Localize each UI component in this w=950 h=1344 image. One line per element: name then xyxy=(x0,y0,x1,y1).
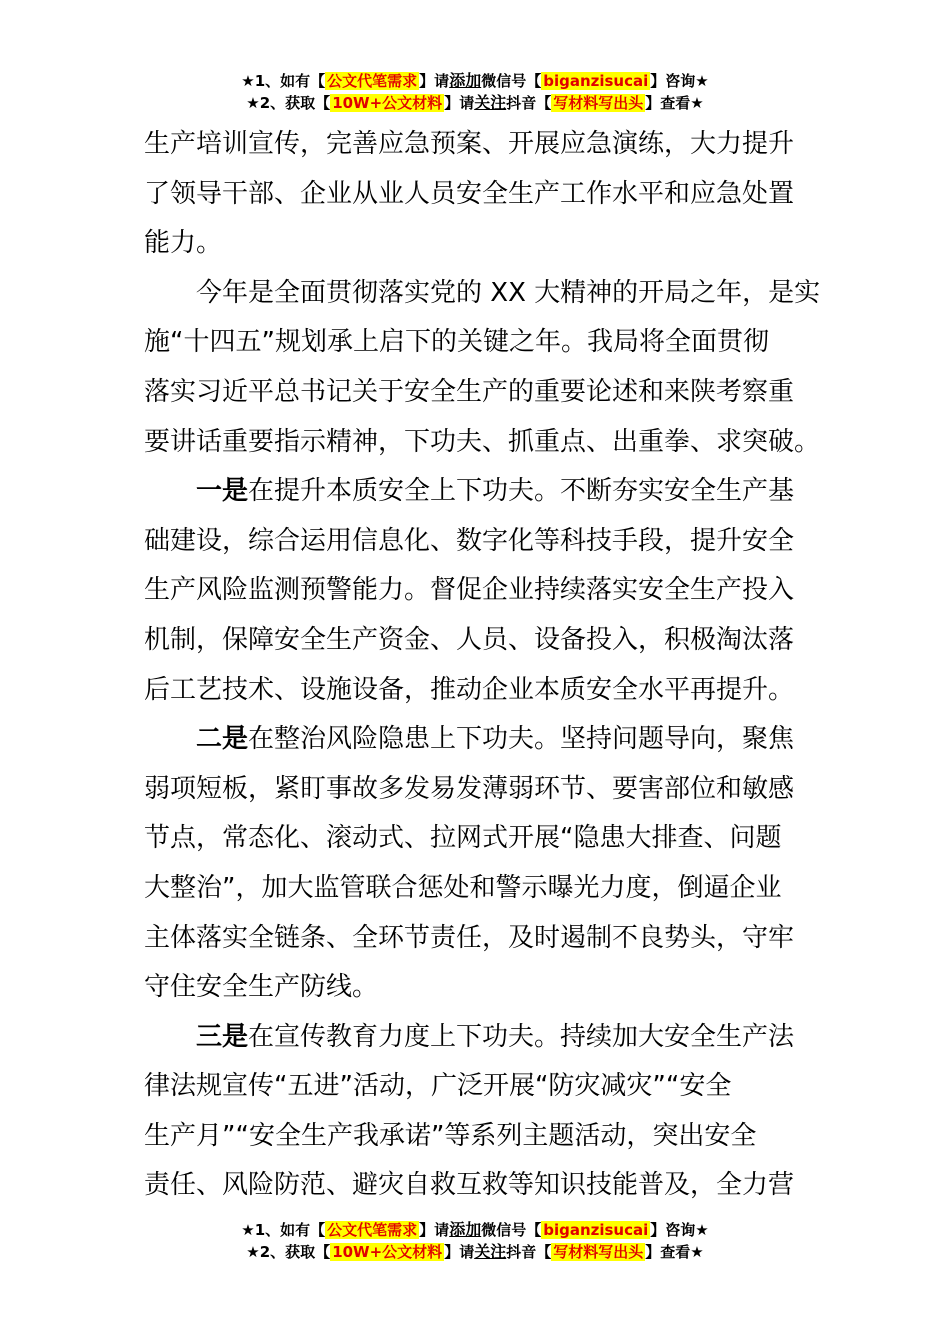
text-line xyxy=(144,467,808,517)
promo-banner-top xyxy=(0,70,950,114)
text-line: 生产培训宣传，完善应急预案、开展应急演练，大力提升 xyxy=(144,129,795,159)
promo-text: 微信号【 xyxy=(481,1221,542,1239)
text-line: 生产风险监测预警能力。督促企业持续落实安全生产投入 xyxy=(144,575,795,606)
promo-text: 】咨询★ xyxy=(650,72,709,90)
promo-emphasis: 添加 xyxy=(449,1220,482,1239)
promo-text: ★2、获取【 xyxy=(246,1243,331,1261)
promo-highlight: 写材料写出头 xyxy=(553,1243,644,1261)
text-line xyxy=(144,1013,808,1063)
text-line: 节点，常态化、滚动式、拉网式开展“隐患大排查、问题 xyxy=(144,823,782,854)
promo-text: 】请 xyxy=(444,94,475,112)
promo-text: 】查看★ xyxy=(645,94,704,112)
promo-text: 】请 xyxy=(444,1243,475,1261)
paragraph-lead: 一是 xyxy=(196,476,249,507)
promo-highlight: 写材料写出头 xyxy=(553,94,644,112)
text-run: 在整治风险隐患上下功夫。坚持问题导向，聚焦 xyxy=(248,724,795,755)
promo-line-1 xyxy=(0,1219,950,1241)
text-line: 大整治”，加大监管联合惩处和警示曝光力度，倒逼企业 xyxy=(144,872,782,903)
promo-banner-bottom xyxy=(0,1219,950,1263)
promo-text: 抖音【 xyxy=(506,1243,552,1261)
promo-highlight: 公文代笔需求 xyxy=(327,72,418,90)
text-line: 今年是全面贯彻落实党的 XX 大精神的开局之年，是实 xyxy=(196,277,821,308)
paragraph-3 xyxy=(144,467,808,715)
promo-text: 微信号【 xyxy=(481,72,542,90)
paragraph-1 xyxy=(144,120,808,269)
promo-highlight: biganzisucai xyxy=(543,72,649,90)
text-line: 机制，保障安全生产资金、人员、设备投入，积极淘汰落 xyxy=(144,624,795,655)
promo-text: ★1、如有【 xyxy=(241,72,326,90)
promo-text: 】请 xyxy=(419,72,450,90)
paragraph-4 xyxy=(144,715,808,1013)
promo-highlight: biganzisucai xyxy=(543,1221,649,1239)
text-line: 了领导干部、企业从业人员安全生产工作水平和应急处置 xyxy=(144,178,795,209)
text-run: 在宣传教育力度上下功夫。持续加大安全生产法 xyxy=(248,1021,795,1052)
promo-highlight: 10W+公文材料 xyxy=(332,1243,443,1261)
paragraph-lead: 三是 xyxy=(196,1021,249,1052)
promo-text: 】咨询★ xyxy=(650,1221,709,1239)
text-line: 能力。 xyxy=(144,228,223,259)
paragraph-2 xyxy=(144,269,821,467)
text-line: 弱项短板，紧盯事故多发易发薄弱环节、要害部位和敏感 xyxy=(144,773,795,804)
promo-text: ★2、获取【 xyxy=(246,94,331,112)
promo-line-2 xyxy=(0,1241,950,1263)
text-line: 础建设，综合运用信息化、数字化等科技手段，提升安全 xyxy=(144,525,795,556)
text-run: 在提升本质安全上下功夫。不断夯实安全生产基 xyxy=(248,476,795,507)
text-line: 守住安全生产防线。 xyxy=(144,972,379,1003)
text-line xyxy=(144,715,808,765)
promo-text: 抖音【 xyxy=(506,94,552,112)
text-line: 责任、风险防范、避灾自救互救等知识技能普及，全力营 xyxy=(144,1170,795,1201)
promo-line-2 xyxy=(0,92,950,114)
promo-text: 】请 xyxy=(419,1221,450,1239)
promo-emphasis: 关注 xyxy=(474,1242,507,1261)
paragraph-lead: 二是 xyxy=(196,724,249,755)
promo-line-1 xyxy=(0,70,950,92)
promo-text: 】查看★ xyxy=(645,1243,704,1261)
paragraph-5 xyxy=(144,1013,808,1211)
text-line: 落实习近平总书记关于安全生产的重要论述和来陕考察重 xyxy=(144,376,795,407)
text-line: 主体落实全链条、全环节责任，及时遏制不良势头，守牢 xyxy=(144,922,795,953)
text-line: 律法规宣传“五进”活动，广泛开展“防灾减灾”“安全 xyxy=(144,1071,732,1102)
promo-emphasis: 添加 xyxy=(449,71,482,90)
promo-highlight: 公文代笔需求 xyxy=(327,1221,418,1239)
promo-text: ★1、如有【 xyxy=(241,1221,326,1239)
text-line: 后工艺技术、设施设备，推动企业本质安全水平再提升。 xyxy=(144,674,795,705)
promo-highlight: 10W+公文材料 xyxy=(332,94,443,112)
text-line: 要讲话重要指示精神，下功夫、抓重点、出重拳、求突破。 xyxy=(144,426,821,457)
text-line: 生产月”“安全生产我承诺”等系列主题活动，突出安全 xyxy=(144,1120,757,1151)
text-line: 施“十四五”规划承上启下的关键之年。我局将全面贯彻 xyxy=(144,327,769,358)
document-body xyxy=(144,120,821,1211)
promo-emphasis: 关注 xyxy=(474,93,507,112)
